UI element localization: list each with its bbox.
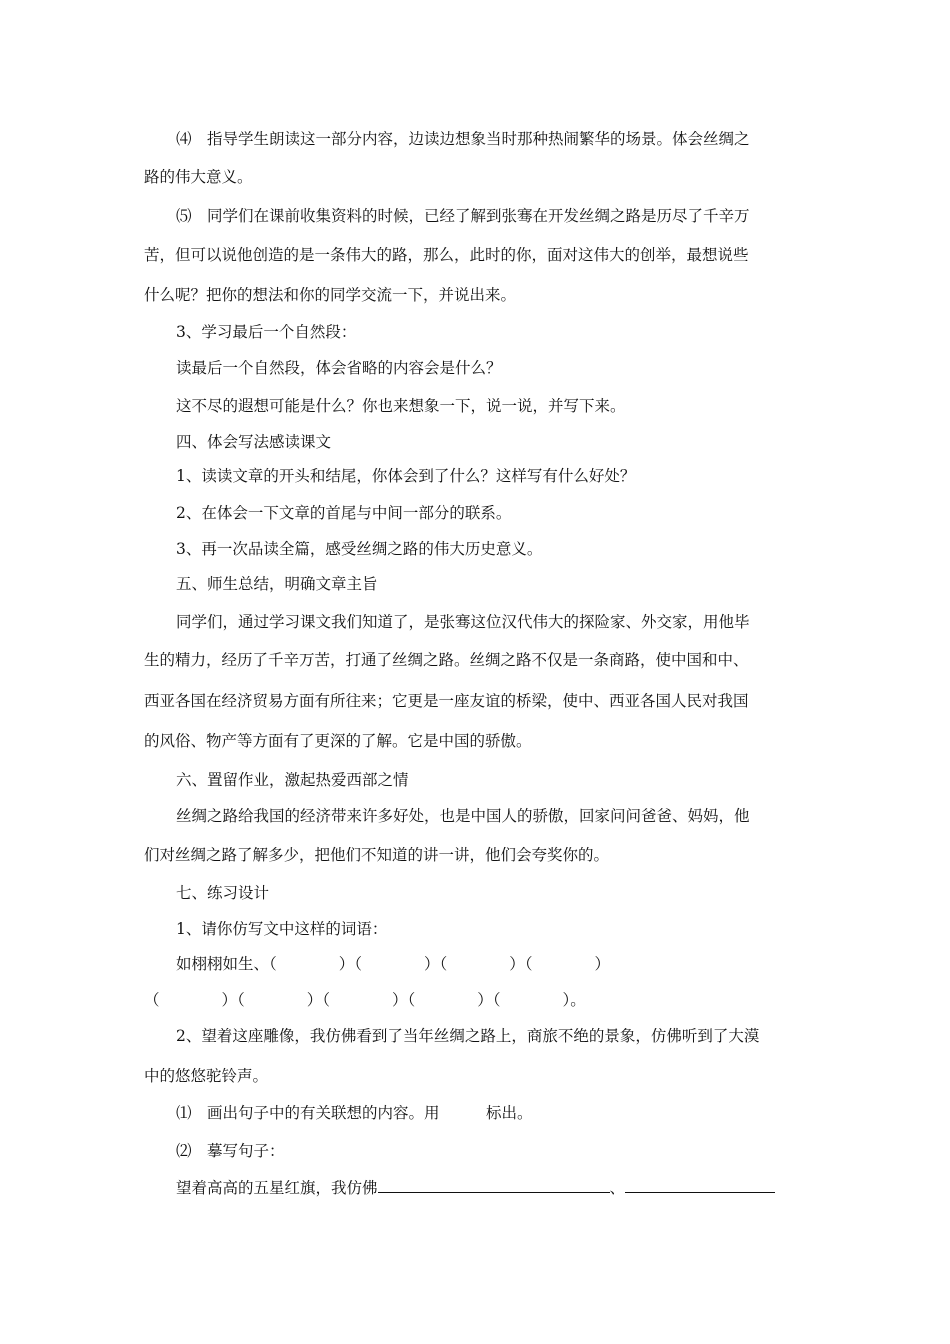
text-line: ⑵ 摹写句子：	[176, 1142, 285, 1160]
text-line: 丝绸之路给我国的经济带来许多好处，也是中国人的骄傲，回家问问爸爸、妈妈，他	[176, 807, 750, 825]
fill-in-blanks-row: （ ）（ ）（ ）（ ）（ ）。	[144, 991, 586, 1009]
section-heading: 四、体会写法感读课文	[176, 433, 332, 451]
text-line: 苦，但可以说他创造的是一条伟大的路，那么，此时的你，面对这伟大的创举，最想说些	[144, 246, 749, 264]
text-line: 2、在体会一下文章的首尾与中间一部分的联系。	[176, 504, 512, 522]
text-line: 路的伟大意义。	[144, 168, 253, 186]
text-line: ⑷ 指导学生朗读这一部分内容，边读边想象当时那种热闹繁华的场景。体会丝绸之	[176, 130, 750, 148]
text-line: 们对丝绸之路了解多少，把他们不知道的讲一讲，他们会夸奖你的。	[144, 846, 610, 864]
section-heading: 五、师生总结，明确文章主旨	[176, 575, 378, 593]
text-line: 的风俗、物产等方面有了更深的了解。它是中国的骄傲。	[144, 732, 532, 750]
text-line: 西亚各国在经济贸易方面有所往来；它更是一座友谊的桥梁，使中、西亚各国人民对我国	[144, 692, 749, 710]
imitation-sentence	[176, 1178, 775, 1198]
section-heading: 3、学习最后一个自然段：	[176, 323, 357, 341]
section-heading: 七、练习设计	[176, 884, 270, 902]
answer-blank-1[interactable]	[378, 1178, 610, 1193]
fill-in-blanks-row: 如栩栩如生、（ ）（ ）（ ）（ ）	[176, 955, 611, 973]
text-line: 3、再一次品读全篇，感受丝绸之路的伟大历史意义。	[176, 540, 543, 558]
text-line: 读最后一个自然段，体会省略的内容会是什么？	[176, 359, 502, 377]
text-line: 1、读读文章的开头和结尾，你体会到了什么？这样写有什么好处？	[176, 467, 636, 485]
text-line: ⑴ 画出句子中的有关联想的内容。用 标出。	[176, 1104, 533, 1122]
section-heading: 六、置留作业，激起热爱西部之情	[176, 771, 409, 789]
answer-blank-2[interactable]	[625, 1178, 775, 1193]
blank-separator: 、	[609, 1179, 626, 1197]
text-line: 这不尽的遐想可能是什么？你也来想象一下，说一说，并写下来。	[176, 397, 626, 415]
text-line: 1、请你仿写文中这样的词语：	[176, 920, 388, 938]
text-line: 什么呢？把你的想法和你的同学交流一下，并说出来。	[144, 286, 517, 304]
text-line: 生的精力，经历了千辛万苦，打通了丝绸之路。丝绸之路不仅是一条商路，使中国和中、	[144, 651, 749, 669]
text-line: 同学们，通过学习课文我们知道了，是张骞这位汉代伟大的探险家、外交家，用他毕	[176, 613, 750, 631]
text-line: 2、望着这座雕像，我仿佛看到了当年丝绸之路上，商旅不绝的景象，仿佛听到了大漠	[176, 1027, 760, 1045]
text-line: 中的悠悠驼铃声。	[144, 1067, 269, 1085]
text-line: ⑸ 同学们在课前收集资料的时候，已经了解到张骞在开发丝绸之路是历尽了千辛万	[176, 207, 750, 225]
sentence-prefix: 望着高高的五星红旗，我仿佛	[176, 1179, 378, 1197]
